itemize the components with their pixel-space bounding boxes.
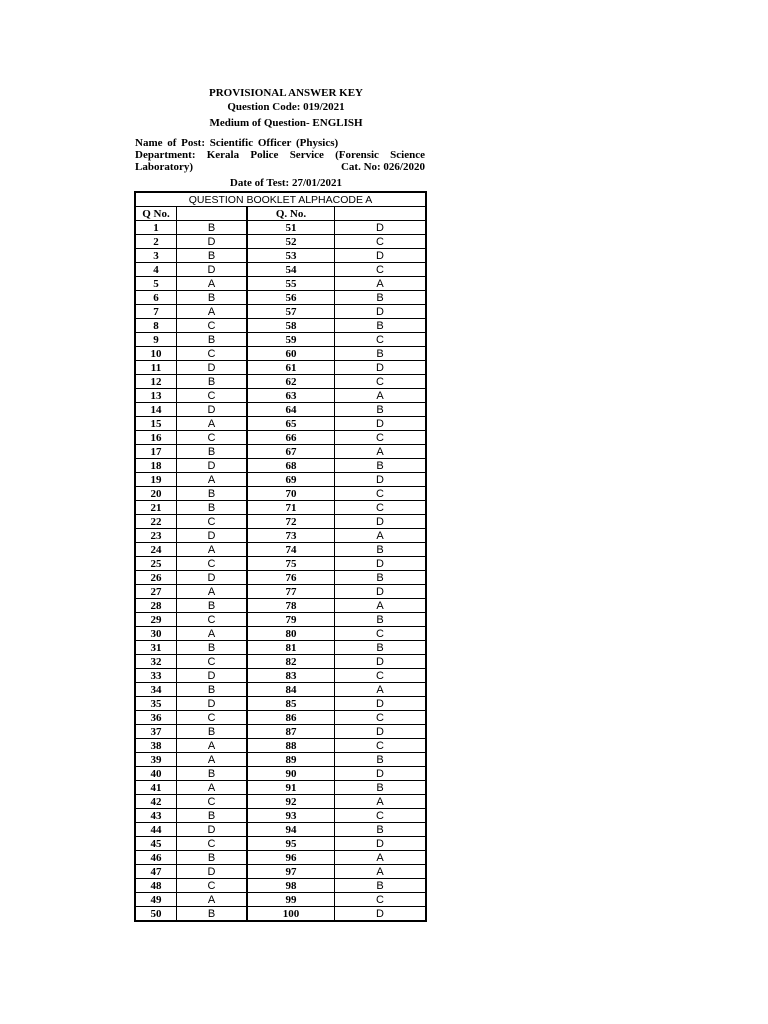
answer-cell: D [177,571,248,585]
question-number-cell: 38 [135,739,177,753]
table-row [135,613,426,627]
table-row [135,795,426,809]
question-number-cell: 20 [135,487,177,501]
department-word: Science [390,149,425,161]
date-of-test: Date of Test: 27/01/2021 [229,177,343,189]
question-number-cell: 50 [135,907,177,922]
answer-cell: B [177,445,248,459]
answer-cell: A [177,585,248,599]
answer-cell: C [177,795,248,809]
question-number-cell: 65 [247,417,335,431]
question-number-cell: 84 [247,683,335,697]
question-number-cell: 54 [247,263,335,277]
table-row [135,263,426,277]
question-number-cell: 70 [247,487,335,501]
question-number-cell: 40 [135,767,177,781]
question-number-cell: 33 [135,669,177,683]
question-number-cell: 71 [247,501,335,515]
question-number-cell: 67 [247,445,335,459]
question-number-cell: 4 [135,263,177,277]
question-number-cell: 72 [247,515,335,529]
table-row [135,627,426,641]
question-number-cell: 2 [135,235,177,249]
answer-cell: B [335,641,427,655]
answer-cell: D [335,585,427,599]
question-number-cell: 86 [247,711,335,725]
table-row [135,375,426,389]
category-number: Cat. No: 026/2020 [340,161,425,173]
question-number-cell: 16 [135,431,177,445]
answer-cell: C [177,837,248,851]
answer-cell: C [335,431,427,445]
table-row [135,529,426,543]
answer-cell: B [177,221,248,235]
table-row [135,781,426,795]
table-row [135,599,426,613]
answer-cell: C [177,389,248,403]
table-row [135,389,426,403]
question-number-cell: 97 [247,865,335,879]
question-number-cell: 28 [135,599,177,613]
department-word: (Forensic [335,149,379,161]
question-number-cell: 68 [247,459,335,473]
question-number-cell: 95 [247,837,335,851]
table-row [135,319,426,333]
question-number-cell: 66 [247,431,335,445]
table-row [135,221,426,235]
table-row [135,893,426,907]
question-number-cell: 12 [135,375,177,389]
answer-cell: B [177,291,248,305]
answer-cell: D [335,767,427,781]
answer-cell: C [335,893,427,907]
question-number-cell: 56 [247,291,335,305]
question-number-cell: 87 [247,725,335,739]
answer-cell: C [335,501,427,515]
answer-cell: D [177,403,248,417]
answer-cell: B [177,375,248,389]
answer-cell: B [177,333,248,347]
question-number-cell: 63 [247,389,335,403]
answer-cell: B [335,753,427,767]
table-row [135,711,426,725]
answer-cell: D [177,823,248,837]
answer-cell: C [335,739,427,753]
answer-cell: A [177,627,248,641]
table-row [135,487,426,501]
question-number-cell: 9 [135,333,177,347]
question-number-cell: 88 [247,739,335,753]
answer-cell: B [177,487,248,501]
column-header-row [135,207,426,221]
answer-cell: B [335,319,427,333]
answer-cell: B [335,543,427,557]
department-line [135,149,425,161]
table-row [135,753,426,767]
answer-cell: A [335,599,427,613]
answer-key-table [134,191,427,922]
answer-cell: B [177,725,248,739]
question-number-cell: 13 [135,389,177,403]
question-number-cell: 94 [247,823,335,837]
department-word: Kerala [206,149,240,161]
answer-cell: A [335,445,427,459]
question-number-cell: 64 [247,403,335,417]
answer-cell: D [335,655,427,669]
question-number-cell: 52 [247,235,335,249]
question-number-cell: 21 [135,501,177,515]
question-number-cell: 92 [247,795,335,809]
answer-cell: D [177,669,248,683]
question-number-cell: 11 [135,361,177,375]
answer-cell: A [177,739,248,753]
question-number-cell: 60 [247,347,335,361]
department-word: Police [250,149,279,161]
question-number-cell: 58 [247,319,335,333]
answer-cell: A [335,865,427,879]
answer-cell: B [177,599,248,613]
answer-cell: A [177,417,248,431]
question-number-cell: 25 [135,557,177,571]
column-header-blank [177,207,248,221]
table-row [135,431,426,445]
answer-cell: D [335,837,427,851]
answer-cell: A [335,851,427,865]
answer-cell: D [335,361,427,375]
answer-cell: B [335,459,427,473]
answer-cell: C [177,711,248,725]
answer-cell: C [177,879,248,893]
answer-cell: D [177,459,248,473]
question-number-cell: 24 [135,543,177,557]
table-row [135,333,426,347]
answer-cell: A [335,529,427,543]
question-number-cell: 17 [135,445,177,459]
answer-cell: D [177,865,248,879]
answer-cell: A [177,893,248,907]
question-number-cell: 46 [135,851,177,865]
booklet-header-row [135,192,426,207]
answer-cell: C [335,375,427,389]
answer-cell: C [177,613,248,627]
question-number-cell: 34 [135,683,177,697]
answer-cell: C [335,809,427,823]
question-number-cell: 85 [247,697,335,711]
department-continuation: Laboratory) [135,161,194,173]
table-row [135,557,426,571]
table-row [135,571,426,585]
answer-cell: D [177,697,248,711]
question-number-cell: 89 [247,753,335,767]
answer-cell: C [177,319,248,333]
answer-cell: D [177,235,248,249]
answer-cell: D [177,529,248,543]
answer-cell: D [335,249,427,263]
answer-cell: B [177,641,248,655]
question-number-cell: 44 [135,823,177,837]
answer-cell: B [177,767,248,781]
answer-cell: D [335,221,427,235]
answer-cell: B [335,347,427,361]
table-row [135,403,426,417]
question-number-cell: 79 [247,613,335,627]
question-number-cell: 5 [135,277,177,291]
question-number-cell: 53 [247,249,335,263]
question-number-cell: 51 [247,221,335,235]
question-number-cell: 39 [135,753,177,767]
table-row [135,445,426,459]
answer-cell: C [335,711,427,725]
question-number-cell: 81 [247,641,335,655]
answer-cell: C [335,235,427,249]
table-row [135,697,426,711]
table-row [135,515,426,529]
answer-cell: A [335,277,427,291]
question-number-cell: 98 [247,879,335,893]
answer-cell: D [335,557,427,571]
answer-cell: B [335,781,427,795]
table-row [135,851,426,865]
question-number-cell: 15 [135,417,177,431]
answer-cell: D [335,907,427,922]
answer-cell: D [335,515,427,529]
question-number-cell: 48 [135,879,177,893]
table-row [135,277,426,291]
question-number-cell: 35 [135,697,177,711]
answer-cell: C [177,431,248,445]
question-number-cell: 32 [135,655,177,669]
question-number-cell: 90 [247,767,335,781]
table-row [135,879,426,893]
question-number-cell: 19 [135,473,177,487]
question-number-cell: 3 [135,249,177,263]
question-number-cell: 14 [135,403,177,417]
question-number-cell: 69 [247,473,335,487]
answer-cell: C [177,347,248,361]
question-number-cell: 80 [247,627,335,641]
answer-cell: A [335,683,427,697]
table-row [135,823,426,837]
department-cat-line [135,161,425,173]
question-number-cell: 57 [247,305,335,319]
question-number-cell: 23 [135,529,177,543]
answer-cell: B [335,879,427,893]
table-row [135,543,426,557]
question-number-cell: 47 [135,865,177,879]
question-number-cell: 73 [247,529,335,543]
question-number-cell: 1 [135,221,177,235]
answer-cell: D [177,263,248,277]
table-row [135,291,426,305]
table-row [135,459,426,473]
question-number-cell: 91 [247,781,335,795]
question-number-cell: 10 [135,347,177,361]
answer-cell: A [177,781,248,795]
answer-cell: C [335,487,427,501]
table-row [135,655,426,669]
table-row [135,249,426,263]
answer-cell: C [335,669,427,683]
question-number-cell: 29 [135,613,177,627]
question-number-cell: 76 [247,571,335,585]
question-number-cell: 77 [247,585,335,599]
table-row [135,907,426,922]
answer-cell: A [177,305,248,319]
question-number-cell: 61 [247,361,335,375]
table-row [135,669,426,683]
question-number-cell: 100 [247,907,335,922]
question-number-cell: 74 [247,543,335,557]
answer-cell: B [335,403,427,417]
table-row [135,725,426,739]
answer-cell: A [177,753,248,767]
answer-cell: B [335,291,427,305]
question-number-cell: 83 [247,669,335,683]
table-row [135,235,426,249]
answer-cell: A [177,473,248,487]
question-number-cell: 31 [135,641,177,655]
table-row [135,683,426,697]
table-row [135,739,426,753]
answer-cell: D [335,305,427,319]
answer-cell: C [177,655,248,669]
question-number-cell: 37 [135,725,177,739]
table-row [135,305,426,319]
answer-cell: B [335,571,427,585]
answer-cell: D [335,417,427,431]
question-number-cell: 45 [135,837,177,851]
question-number-cell: 82 [247,655,335,669]
question-number-cell: 22 [135,515,177,529]
question-number-cell: 62 [247,375,335,389]
question-number-cell: 36 [135,711,177,725]
question-number-cell: 27 [135,585,177,599]
answer-cell: D [335,725,427,739]
question-number-cell: 30 [135,627,177,641]
answer-cell: C [335,263,427,277]
answer-cell: A [177,277,248,291]
question-number-cell: 55 [247,277,335,291]
table-row [135,347,426,361]
answer-cell: A [335,389,427,403]
answer-cell: A [177,543,248,557]
department-word: Service [289,149,324,161]
department-word: Department: [135,149,196,161]
table-row [135,837,426,851]
answer-cell: C [177,557,248,571]
document-title: PROVISIONAL ANSWER KEY [208,87,364,99]
booklet-alphacode-label: QUESTION BOOKLET ALPHACODE A [135,192,426,207]
question-number-cell: 96 [247,851,335,865]
table-row [135,641,426,655]
answer-cell: C [335,627,427,641]
column-header-blank-2 [335,207,427,221]
table-row [135,809,426,823]
answer-cell: D [177,361,248,375]
medium-of-question: Medium of Question- ENGLISH [209,117,363,129]
table-row [135,473,426,487]
answer-cell: B [177,501,248,515]
table-row [135,865,426,879]
answer-cell: C [335,333,427,347]
question-number-cell: 18 [135,459,177,473]
answer-cell: B [177,907,248,922]
table-row [135,767,426,781]
answer-cell: B [177,249,248,263]
answer-cell: B [335,613,427,627]
name-of-post: Name of Post: Scientific Officer (Physics) [135,137,339,149]
question-number-cell: 93 [247,809,335,823]
answer-cell: D [335,697,427,711]
question-number-cell: 78 [247,599,335,613]
question-number-cell: 26 [135,571,177,585]
answer-cell: B [177,809,248,823]
table-row [135,361,426,375]
answer-cell: B [177,851,248,865]
answer-cell: D [335,473,427,487]
question-number-cell: 99 [247,893,335,907]
question-number-cell: 8 [135,319,177,333]
answer-cell: B [335,823,427,837]
question-number-cell: 41 [135,781,177,795]
answer-cell: B [177,683,248,697]
answer-cell: A [335,795,427,809]
question-number-cell: 7 [135,305,177,319]
table-row [135,585,426,599]
question-number-cell: 6 [135,291,177,305]
question-number-cell: 42 [135,795,177,809]
question-code: Question Code: 019/2021 [227,101,345,113]
column-header-q-no: Q No. [135,207,177,221]
question-number-cell: 75 [247,557,335,571]
table-row [135,501,426,515]
question-number-cell: 43 [135,809,177,823]
column-header-q-no-2: Q. No. [247,207,335,221]
answer-cell: C [177,515,248,529]
question-number-cell: 49 [135,893,177,907]
table-row [135,417,426,431]
question-number-cell: 59 [247,333,335,347]
